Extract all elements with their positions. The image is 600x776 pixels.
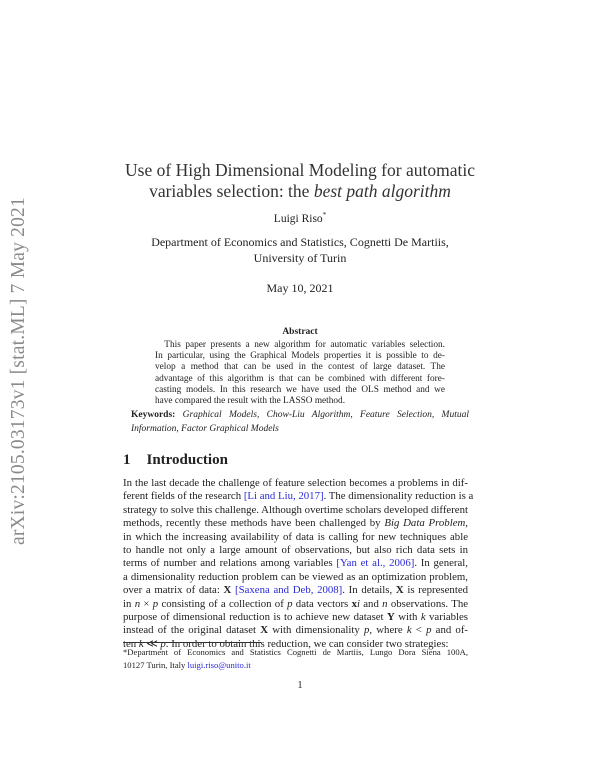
text-line: [123, 544, 468, 557]
text-span: In particular, using the Graphical Models properties it is possible to de-: [155, 351, 445, 362]
text-line: [155, 396, 445, 407]
text-span: n: [382, 597, 388, 610]
citation-link[interactable]: [Li and Liu, 2017]: [243, 490, 324, 503]
text-line: [123, 598, 468, 611]
arxiv-identifier-stamp: arXiv:2105.03173v1 [stat.ML] 7 May 2021: [8, 197, 29, 545]
text-span: p: [152, 597, 159, 610]
title-text: variables selection: the: [149, 181, 314, 201]
text-span: ≪: [143, 637, 161, 650]
citation-link[interactable]: [Saxena and Deb, 2008]: [235, 584, 343, 597]
text-line: [155, 362, 445, 373]
footnote-rule: [123, 642, 261, 643]
text-span: <: [411, 624, 427, 637]
text-span: consisting of a collection of: [158, 597, 288, 610]
affiliation-line-2: University of Turin: [253, 251, 347, 265]
text-span: k: [420, 611, 426, 624]
text-span: ten: [123, 637, 139, 650]
text-span: p: [160, 637, 166, 650]
text-line: [123, 477, 468, 490]
citation-link[interactable]: luigi.riso@unito.it: [187, 659, 251, 670]
text-span: and: [359, 597, 383, 610]
text-line: [123, 659, 468, 672]
text-span: k: [138, 637, 144, 650]
text-span: n: [134, 597, 141, 610]
text-span: with dimensionality: [268, 624, 364, 637]
text-span: X: [260, 624, 269, 637]
keywords: [131, 409, 469, 436]
text-span: . The dimensionality reduction is a: [323, 490, 474, 503]
text-span: ,: [465, 517, 468, 530]
text-line: [131, 423, 469, 437]
text-span: variables: [425, 611, 469, 624]
title-line-1: Use of High Dimensional Modeling for automatic: [125, 160, 475, 180]
text-span: purpose of dimensional reduction is to achieve new dataset: [123, 611, 387, 624]
text-line: [155, 340, 445, 351]
author: [0, 211, 600, 225]
text-line: [123, 490, 474, 503]
text-line: [123, 504, 468, 517]
text-span: terms of number and relations among variables: [123, 557, 337, 570]
text-line: [123, 611, 468, 624]
text-span: p: [363, 624, 370, 637]
text-span: In the last decade the challenge of feature selection becomes a problems in dif-: [123, 477, 468, 489]
date: May 10, 2021: [266, 281, 334, 295]
text-span: instead of the original dataset: [123, 624, 261, 637]
text-span: observations. The: [387, 597, 469, 610]
text-line: [123, 557, 468, 570]
body-text: [123, 477, 474, 651]
text-span: X: [395, 584, 404, 597]
text-span: *Department of Economics and Statistics Cognetti de Martiis, Lungo Dora Siena 100A,: [123, 647, 468, 657]
text-span: velop a method that can be used in the contest of large dataset. The: [155, 362, 445, 373]
paper-title: [0, 160, 600, 202]
text-span: advantage of this algorithm is that can be combined with different fore-: [155, 373, 445, 384]
text-line: [155, 351, 445, 362]
text-span: Information, Factor Graphical Models: [131, 423, 279, 434]
section-title: Introduction: [146, 452, 228, 468]
text-line: [123, 646, 468, 659]
footnote: [123, 646, 468, 671]
text-span: in: [123, 597, 135, 610]
footnote-mark: *: [322, 211, 327, 219]
affiliation-line-1: Department of Economics and Statistics, Cognetti De Martiis,: [151, 235, 449, 249]
text-span: a dimensionality reduction problem can be viewed as an optimization problem,: [123, 570, 468, 583]
text-span: over a matrix of data:: [123, 584, 224, 597]
text-span: to handle not only a large amount of observations, but also rich data sets in: [123, 544, 468, 557]
text-span: Graphical Models, Chow-Liu Algorithm, Feature Selection, Mutual: [182, 410, 469, 420]
abstract-heading: Abstract: [282, 327, 318, 337]
text-span: casting models. In this research we have used the OLS method and we: [155, 384, 445, 395]
text-span: Big Data Problem: [384, 517, 466, 530]
text-span: Y: [386, 611, 395, 624]
author-name: Luigi Riso: [273, 212, 323, 225]
text-span: . In general,: [414, 557, 468, 570]
text-span: , where: [369, 624, 407, 637]
text-span: . In details,: [342, 584, 396, 597]
text-line: [123, 531, 468, 544]
text-line: [123, 624, 468, 637]
text-line: [123, 584, 468, 597]
text-span: ×: [140, 597, 153, 610]
text-line: [155, 385, 445, 396]
text-span: This paper presents a new algorithm for automatic variables selection.: [155, 340, 445, 350]
text-line: [131, 409, 469, 423]
title-italic: best path algorithm: [313, 181, 451, 201]
text-span: x: [351, 597, 357, 610]
text-line: [123, 517, 468, 530]
abstract-text: [155, 340, 445, 407]
text-span: ferent fields of the research: [123, 490, 244, 503]
text-span: data vectors: [292, 597, 352, 610]
text-span: and of-: [431, 624, 469, 637]
text-span: . In order to obtain this reduction, we can consider two strategies:: [165, 637, 449, 650]
text-span: Keywords:: [131, 410, 183, 420]
text-line: [155, 374, 445, 385]
section-heading: [123, 452, 228, 469]
affiliation: [0, 234, 600, 266]
text-span: X: [223, 584, 232, 597]
text-span: i: [356, 597, 360, 610]
text-span: strategy to solve this challenge. Although overtime scholars developed different: [123, 503, 468, 516]
text-span: in which the increasing availability of data is calling for new techniques able: [123, 530, 468, 543]
text-span: is represented: [403, 584, 469, 597]
text-span: 10127 Turin, Italy: [123, 659, 188, 670]
text-span: k: [406, 624, 412, 637]
text-span: have compared the result with the LASSO method.: [155, 396, 346, 407]
text-span: with: [394, 611, 421, 624]
title-line-2: [0, 181, 600, 202]
citation-link[interactable]: [Yan et al., 2006]: [336, 557, 415, 570]
text-line: [123, 571, 468, 584]
text-span: methods, recently these methods have been challenged by: [123, 517, 385, 530]
page-number: 1: [297, 680, 303, 691]
section-number: 1: [123, 452, 131, 468]
text-span: p: [426, 624, 432, 637]
text-span: p: [287, 597, 293, 610]
